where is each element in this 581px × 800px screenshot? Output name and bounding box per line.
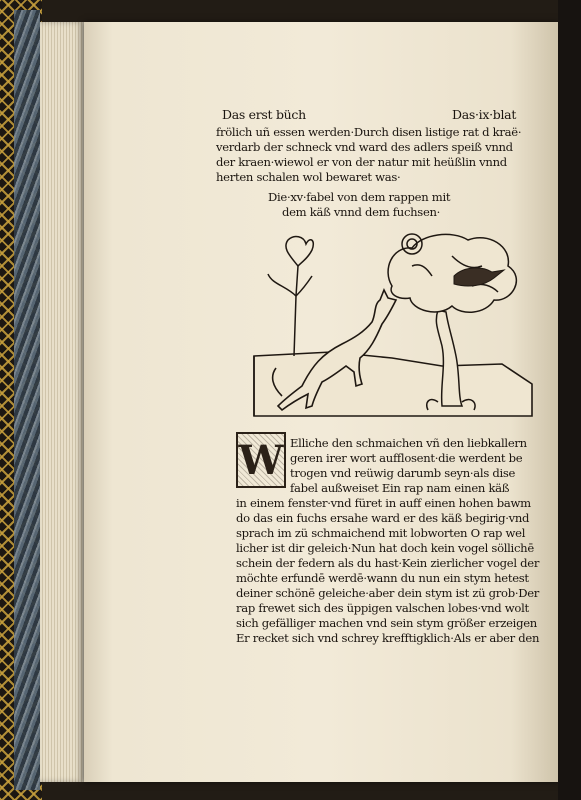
- text-line: trogen vnd reüwig darumb seyn·als dise: [290, 466, 516, 480]
- text-line: herten schalen wol bewaret was·: [216, 170, 401, 184]
- bottom-shadow: [42, 782, 558, 800]
- small-tree: [268, 237, 313, 356]
- text-line: sprach im zü schmaichend mit lobworten O rap wel: [236, 526, 526, 540]
- text-line: geren irer wort aufflosent·die werdent be: [290, 451, 523, 465]
- text-line: fabel außweiset Ein rap nam einen käß: [290, 481, 510, 495]
- text-line: schein der federn als du hast·Kein zierlicher vogel der: [236, 556, 540, 570]
- ground: [254, 352, 532, 416]
- fable-title-line: Die·xv·fabel von dem rappen mit: [268, 190, 451, 204]
- folio-number: Das·ix·blat: [452, 107, 517, 122]
- text-line: sich gefälliger machen vnd sein stym größer erzeigen: [236, 616, 537, 630]
- text-line: der kraen·wiewol er von der natur mit heüßlin vnnd: [216, 155, 507, 169]
- text-line: rap frewet sich des üppigen valschen lobes·vnd wolt: [236, 601, 529, 615]
- top-shadow: [42, 0, 558, 22]
- running-header-left: Das erst büch: [222, 107, 306, 122]
- text-line: Elliche den schmaichen vñ den liebkallern: [290, 436, 527, 450]
- text-line: in einem fenster·vnd füret in auff einen hohen bawm: [236, 496, 531, 510]
- text-line: deiner schönē geleiche·aber dein stym ist zü grob·Der: [236, 586, 540, 600]
- marbled-endpaper: [14, 10, 40, 790]
- text-line: frölich uñ essen werden·Durch disen listige rat d kraë·: [216, 125, 522, 139]
- page-edges: [40, 22, 84, 782]
- decorated-initial: W: [236, 432, 286, 488]
- text-line: licher ist dir geleich·Nun hat doch kein vogel söllichē: [236, 541, 534, 555]
- woodcut-illustration: [242, 226, 542, 426]
- fable-title-line: dem käß vnnd dem fuchsen·: [282, 205, 441, 219]
- text-line: verdarb der schneck vnd ward des adlers speiß vnnd: [216, 140, 513, 154]
- text-line: möchte erfundē werdē·wann du nun ein stym hetest: [236, 571, 529, 585]
- right-shadow: [558, 0, 581, 800]
- text-line: Er recket sich vnd schrey krefftigklich·Als er aber den: [236, 631, 540, 645]
- text-line: do das ein fuchs ersahe ward er des käß begirig·vnd: [236, 511, 530, 525]
